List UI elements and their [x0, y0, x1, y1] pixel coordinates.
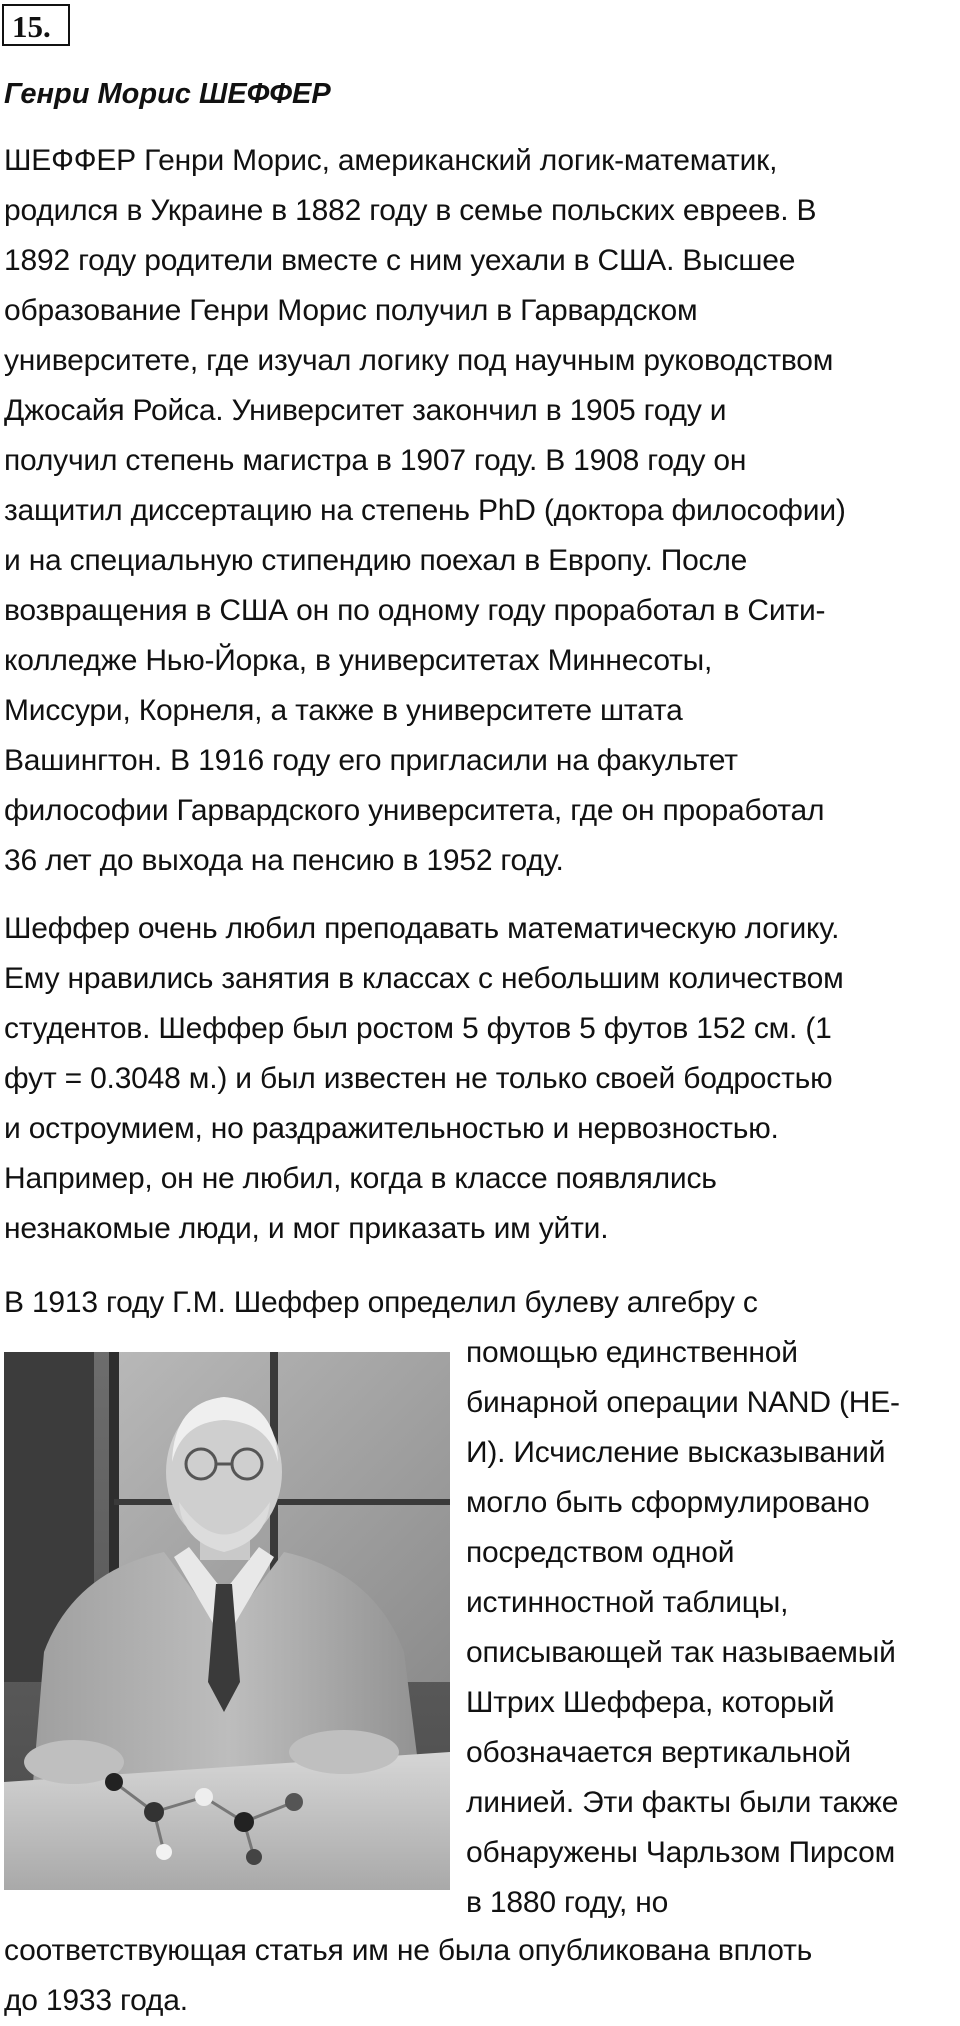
text-line: до 1933 года.	[4, 1984, 188, 2017]
text-line: Шеффер очень любил преподавать математическую логику.	[4, 912, 840, 945]
text-line: Вашингтон. В 1916 году его пригласили на факультет	[4, 744, 738, 777]
text-line: помощью единственной	[466, 1336, 798, 1369]
text-line: посредством одной	[466, 1536, 735, 1569]
text-line: получил степень магистра в 1907 году. В 1908 году он	[4, 444, 747, 477]
text-line: могло быть сформулировано	[466, 1486, 870, 1519]
text-line: В 1913 году Г.М. Шеффер определил булеву алгебру с	[4, 1286, 758, 1319]
portrait-photo	[4, 1352, 450, 1890]
paragraph-boolean-algebra-intro	[4, 1278, 960, 1328]
text-line: истинностной таблицы,	[466, 1586, 789, 1619]
text-line: описывающей так называемый	[466, 1636, 896, 1669]
text-line: Штрих Шеффера, который	[466, 1686, 835, 1719]
paragraph-personality	[4, 904, 960, 1254]
text-line: И). Исчисление высказываний	[466, 1436, 886, 1469]
text-line: обнаружены Чарльзом Пирсом	[466, 1836, 896, 1869]
text-line: философии Гарвардского университета, где он проработал	[4, 794, 825, 827]
problem-number: 15.	[2, 4, 70, 46]
text-line: в 1880 году, но	[466, 1886, 669, 1919]
text-line: и на специальную стипендию поехал в Европу. После	[4, 544, 748, 577]
text-line: и остроумием, но раздражительностью и нервозностью.	[4, 1112, 779, 1145]
text-line: незнакомые люди, и мог приказать им уйти.	[4, 1212, 609, 1245]
text-line: ШЕФФЕР Генри Морис, американский логик-математик,	[4, 144, 778, 177]
paragraph-biography	[4, 136, 960, 886]
text-line: Ему нравились занятия в классах с небольшим количеством	[4, 962, 844, 995]
portrait-photo-icon	[4, 1352, 450, 1890]
text-line: бинарной операции NAND (НЕ-	[466, 1386, 900, 1419]
text-line: Миссури, Корнеля, а также в университете штата	[4, 694, 683, 727]
text-line: соответствующая статья им не была опубликована вплоть	[4, 1934, 813, 1967]
text-line: 36 лет до выхода на пенсию в 1952 году.	[4, 844, 564, 877]
text-line: университете, где изучал логику под научным руководством	[4, 344, 834, 377]
text-line: защитил диссертацию на степень PhD (доктора философии)	[4, 494, 846, 527]
text-line: Джосайя Ройса. Университет закончил в 1905 году и	[4, 394, 727, 427]
text-line: колледже Нью-Йорка, в университетах Миннесоты,	[4, 644, 713, 677]
text-wrapped-beside-photo	[466, 1328, 900, 1928]
text-line: образование Генри Морис получил в Гарвардском	[4, 294, 698, 327]
text-line: студентов. Шеффер был ростом 5 футов 5 футов 152 см. (1	[4, 1012, 832, 1045]
text-line: 1892 году родители вместе с ним уехали в США. Высшее	[4, 244, 796, 277]
text-after-photo	[4, 1926, 812, 2026]
text-line: фут = 0.3048 м.) и был известен не только своей бодростью	[4, 1062, 833, 1095]
article-title: Генри Морис ШЕФФЕР	[4, 78, 331, 110]
text-line: линией. Эти факты были также	[466, 1786, 899, 1819]
text-line: Например, он не любил, когда в классе появлялись	[4, 1162, 717, 1195]
text-line: возвращения в США он по одному году проработал в Сити-	[4, 594, 826, 627]
text-line: обозначается вертикальной	[466, 1736, 851, 1769]
text-line: родился в Украине в 1882 году в семье польских евреев. В	[4, 194, 817, 227]
